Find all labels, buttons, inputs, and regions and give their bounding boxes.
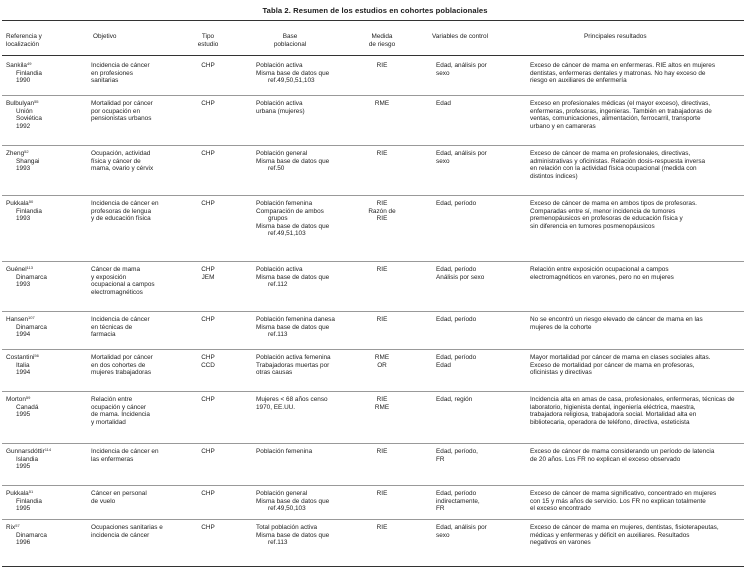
cell-population-base-line: Comparación de ambos [256, 207, 324, 215]
author-name: Hansen$^{107}$ [6, 315, 35, 323]
cell-study-type [190, 100, 226, 108]
location-year: Shangai [16, 157, 40, 165]
cell-control-variables-line: Edad, período [436, 266, 477, 273]
cell-main-results-line: distintos índices) [530, 172, 578, 180]
cell-population-base-line: Población activa [256, 266, 303, 273]
cell-population-base-line: Misma base de datos que [256, 69, 330, 77]
cell-objective-line: ocupación y cáncer [91, 403, 147, 411]
cell-control-variables-line: Edad [436, 361, 451, 369]
cell-study-type-line: CCD [201, 361, 215, 369]
author-name: Guénel$^{113}$ [6, 265, 33, 273]
cell-control-variables-line: Edad, análisis por [436, 150, 487, 157]
location-year: 1993 [16, 281, 31, 289]
citation-number: 114 [44, 447, 52, 452]
cell-control-variables-line: sexo [436, 157, 450, 165]
cell-main-results-line: enfermeras, profesoras, ingenieras. También en trabajadoras de [530, 107, 712, 115]
cell-risk-measure [364, 316, 400, 324]
citation-number: 57 [15, 523, 20, 528]
cell-main-results [530, 354, 744, 377]
cell-risk-measure [364, 150, 400, 158]
cell-objective-line: las enfermeras [91, 455, 134, 463]
cell-objective-line: ocupacional a campos [91, 281, 155, 289]
cell-risk-measure-line: RIE [376, 490, 388, 497]
cell-control-variables-line: Edad, análisis por [436, 524, 487, 531]
citation-number: 55 [34, 99, 39, 104]
cell-objective-line: Relación entre [91, 396, 133, 403]
row-divider [2, 195, 744, 196]
cell-control-variables-line: Edad, período, [436, 448, 478, 455]
cell-objective [91, 490, 187, 505]
cell-control-variables-line: sexo [436, 69, 450, 77]
cell-population-base-line: Misma base de datos que [256, 531, 330, 539]
row-divider [2, 261, 744, 262]
cell-main-results [530, 316, 744, 331]
cell-study-type [190, 266, 226, 281]
cell-reference [6, 524, 47, 547]
cell-main-results-line: electromagnéticos en varones, pero no en mujeres [530, 273, 674, 281]
cell-risk-measure-line: RIE [376, 62, 388, 69]
cell-main-results-line: dentistas, enfermeras dentales y matronas. No hay exceso de [530, 69, 706, 77]
location-year: Dinamarca [16, 323, 47, 331]
cell-risk-measure [364, 448, 400, 456]
header-main-results: Principales resultados [584, 33, 647, 40]
cell-main-results-line: el exceso encontrado [530, 505, 591, 513]
citation-number: 113 [26, 265, 33, 270]
cell-main-results [530, 524, 744, 547]
cell-study-type-line: CHP [201, 100, 215, 107]
cell-main-results-line: sin diferencia en tumores posmenopáusicos [530, 222, 655, 230]
cell-population-base-line: urbana (mujeres) [256, 107, 305, 115]
cell-study-type-line: CHP [201, 200, 215, 207]
cell-main-results-line: Relación entre exposición ocupacional a campos [530, 266, 669, 273]
cell-study-type [190, 448, 226, 456]
cell-control-variables-line: Edad [436, 100, 451, 107]
location-year: 1993 [16, 215, 31, 223]
cell-control-variables-line: Edad, región [436, 396, 473, 403]
cell-objective-line: mama, ovario y cérvix [91, 165, 154, 173]
author-name: Gunnarsdóttir$^{114}$ [6, 447, 52, 455]
cell-population-base-line: ref.49,50,103 [268, 505, 306, 513]
cell-main-results-line: con 15 y más años de servicio. Los FR no explican totalmente [530, 497, 706, 505]
cell-study-type-line: CHP [201, 266, 215, 273]
cell-main-results-line: Mayor mortalidad por cáncer de mama en clases sociales altas. [530, 354, 711, 361]
author-name: Bulbulyan$^{55}$ [6, 99, 39, 107]
row-divider [2, 349, 744, 350]
cell-main-results-line: Exceso de cáncer de mama en ambos tipos de profesoras. [530, 200, 697, 207]
cell-main-results [530, 62, 744, 85]
cell-objective-line: de vuelo [91, 497, 116, 505]
location-year: 1992 [16, 122, 31, 130]
cell-risk-measure-line: RIE [376, 200, 388, 207]
cell-objective [91, 150, 187, 173]
cell-reference [6, 448, 51, 471]
cell-risk-measure [364, 396, 400, 411]
cell-study-type-line: CHP [201, 62, 215, 69]
cell-study-type [190, 524, 226, 532]
cell-control-variables [436, 396, 526, 404]
cell-objective [91, 200, 187, 223]
cell-main-results-line: Exceso de cáncer de mama en mujeres, dentistas, fisioterapeutas, [530, 524, 719, 531]
cell-risk-measure [364, 62, 400, 70]
cell-population-base [256, 448, 360, 456]
author-name: Morton$^{59}$ [6, 395, 31, 403]
row-divider [2, 443, 744, 444]
cell-objective [91, 316, 187, 339]
cell-control-variables-line: sexo [436, 531, 450, 539]
cell-control-variables [436, 62, 526, 77]
cell-main-results [530, 266, 744, 281]
author-name: Zheng$^{52}$ [6, 149, 29, 157]
location-year: 1990 [16, 77, 31, 85]
cell-objective-line: mujeres trabajadoras [91, 369, 152, 377]
cell-main-results-line: premenopáusicos en profesoras de educación física y [530, 215, 683, 223]
location-year: 1995 [16, 411, 31, 419]
cell-control-variables-line: indirectamente, [436, 497, 480, 505]
cell-main-results-line: trabajadora religiosa, trabajadora social. Mortalidad alta en [530, 411, 697, 419]
cell-control-variables-line: Edad, período [436, 490, 477, 497]
cell-objective [91, 354, 187, 377]
cell-population-base-line: ref.49,50,51,103 [268, 77, 315, 85]
cell-risk-measure-line: RME [374, 100, 390, 107]
cell-population-base [256, 200, 360, 238]
cell-main-results-line: Exceso de cáncer de mama considerando un período de latencia [530, 448, 715, 455]
cell-risk-measure-line: RME [374, 403, 390, 411]
row-divider [2, 391, 744, 392]
cell-risk-measure [364, 490, 400, 498]
location-year: Dinamarca [16, 273, 47, 281]
row-divider [2, 519, 744, 520]
cell-objective-line: y exposición [91, 273, 127, 281]
cell-main-results-line: Incidencia alta en amas de casa, profesionales, enfermeras, técnicas de [530, 396, 735, 403]
cell-objective-line: Mortalidad por cáncer [91, 354, 153, 361]
row-divider [2, 145, 744, 146]
cell-population-base-line: grupos [268, 215, 288, 223]
header-tipo-line: Tipo [201, 33, 215, 40]
location-year: 1993 [16, 165, 31, 173]
citation-number: 52 [24, 149, 29, 154]
cell-population-base-line: Mujeres < 68 años censo [256, 396, 328, 403]
cell-risk-measure [364, 524, 400, 532]
cell-main-results-line: ventas, comunicaciones, alimentación, ferrocarril, transporte [530, 115, 701, 123]
cell-main-results-line: administrativas y oficinistas. Relación dosis-respuesta inversa [530, 157, 706, 165]
cell-objective [91, 524, 187, 539]
cell-objective-line: y de educación física [91, 215, 151, 223]
cell-population-base-line: Trabajadoras muertas por [256, 361, 330, 369]
cell-control-variables [436, 354, 526, 369]
cell-risk-measure-line: OR [377, 361, 387, 369]
cell-objective-line: Incidencia de cáncer en [91, 448, 159, 455]
cell-control-variables-line: Análisis por sexo [436, 273, 485, 281]
cell-objective [91, 266, 187, 296]
cell-reference [6, 200, 42, 223]
row-divider [2, 485, 744, 486]
citation-number: 56 [34, 353, 39, 358]
cell-study-type-line: CHP [201, 448, 215, 455]
cell-main-results-line: Exceso en profesionales médicas (el mayor exceso), directivas, [530, 100, 711, 107]
location-year: Canadá [16, 403, 39, 411]
cell-main-results [530, 448, 744, 463]
header-med-line: Medida [371, 33, 393, 40]
cell-control-variables [436, 100, 526, 108]
cell-main-results-line: oficinistas y directivas [530, 369, 592, 377]
cell-main-results-line: en relación con la actividad física ocupacional (medida con [530, 165, 697, 173]
cell-population-base-line: Población activa [256, 100, 303, 107]
cell-reference [6, 62, 42, 85]
cell-control-variables [436, 524, 526, 539]
cell-main-results-line: Exceso de cáncer de mama en profesionales, directivas, [530, 150, 691, 157]
cell-control-variables [436, 316, 526, 324]
cell-reference [6, 150, 39, 173]
location-year: Finlandia [16, 207, 42, 215]
header-study-type [190, 33, 226, 49]
cell-objective-line: Ocupaciones sanitarias e [91, 524, 163, 531]
cell-main-results-line: urbano y en camareras [530, 122, 596, 130]
citation-number: 50 [28, 199, 34, 204]
cell-study-type [190, 200, 226, 208]
cell-objective-line: Incidencia de cáncer en [91, 200, 159, 207]
cell-population-base-line: Misma base de datos que [256, 222, 330, 230]
cell-objective [91, 62, 187, 85]
cell-population-base-line: Misma base de datos que [256, 273, 330, 281]
cell-reference [6, 316, 47, 339]
author-name: Rix$^{57}$ [6, 523, 20, 531]
cell-population-base [256, 490, 360, 513]
cell-control-variables [436, 200, 526, 208]
cell-objective-line: Ocupación, actividad [91, 150, 151, 157]
cell-population-base-line: Misma base de datos que [256, 157, 330, 165]
cell-population-base-line: ref.49,51,103 [268, 230, 306, 238]
cell-objective-line: en profesiones [91, 69, 133, 77]
cell-population-base-line: otras causas [256, 369, 293, 377]
cell-risk-measure [364, 354, 400, 369]
cell-main-results-line: bibliotecaria, operadora de teléfono, directiva, esteticista [530, 418, 690, 426]
location-year: Finlandia [16, 497, 42, 505]
cell-control-variables-line: Edad, análisis por [436, 62, 487, 69]
header-ref-line: localización [6, 41, 40, 48]
cell-objective-line: física y cáncer de [91, 157, 141, 165]
cell-risk-measure [364, 266, 400, 274]
cell-control-variables-line: FR [436, 505, 445, 513]
header-base-line: Base [282, 33, 298, 40]
cell-study-type [190, 316, 226, 324]
cell-study-type [190, 354, 226, 369]
author-name: Sankila$^{49}$ [6, 61, 32, 69]
cell-population-base-line: Población general [256, 490, 308, 497]
cell-objective-line: por ocupación en [91, 107, 141, 115]
cell-population-base-line: Población femenina [256, 200, 313, 207]
cell-control-variables [436, 150, 526, 165]
cell-risk-measure-line: RIE [376, 396, 388, 403]
header-control-variables: Variables de control [432, 33, 489, 40]
cell-objective-line: Cáncer en personal [91, 490, 147, 497]
cell-study-type-line: CHP [201, 354, 215, 361]
cell-population-base [256, 354, 360, 377]
cell-population-base-line: ref.50 [268, 165, 285, 173]
cell-objective-line: en dos cohortes de [91, 361, 146, 369]
cell-study-type [190, 490, 226, 498]
cell-objective-line: en técnicas de [91, 323, 133, 331]
citation-number: 59 [25, 395, 31, 400]
location-year: Dinamarca [16, 531, 47, 539]
cell-reference [6, 490, 42, 513]
citation-number: 107 [28, 315, 35, 320]
cell-population-base-line: Población activa [256, 62, 303, 69]
cell-control-variables-line: Edad, período [436, 200, 477, 207]
author-name: Costantini$^{56}$ [6, 353, 39, 361]
cell-main-results-line: Exceso de cáncer de mama significativo, concentrado en mujeres [530, 490, 717, 497]
cell-main-results-line: negativos en varones [530, 539, 591, 547]
cell-population-base-line: ref.113 [268, 539, 288, 547]
cell-study-type-line: CHP [201, 396, 215, 403]
location-year: 1994 [16, 369, 31, 377]
cell-objective-line: profesoras de lengua [91, 207, 152, 215]
cell-main-results-line: de 20 años. Los FR no explican el exceso observado [530, 455, 681, 463]
cell-population-base [256, 150, 360, 173]
cell-main-results-line: médicas y enfermeras y déficit en auxiliares. Resultados [530, 531, 690, 539]
cell-objective-line: farmacia [91, 331, 116, 339]
row-divider [2, 311, 744, 312]
cell-objective [91, 396, 187, 426]
header-population-base [250, 33, 330, 49]
cell-objective-line: electromagnéticos [91, 288, 143, 296]
location-year: Italia [16, 361, 30, 369]
cell-study-type [190, 150, 226, 158]
cell-risk-measure-line: RIE [376, 448, 388, 455]
cell-population-base [256, 316, 360, 339]
cell-main-results [530, 396, 744, 426]
cell-objective-line: pensionistas urbanos [91, 115, 152, 123]
cell-population-base-line: Población femenina [256, 448, 313, 455]
table-title: Tabla 2. Resumen de los estudios en cohortes poblacionales [262, 6, 488, 15]
cell-main-results-line: Exceso de mortalidad por cáncer de mama en profesoras, [530, 361, 695, 369]
header-risk-measure [362, 33, 402, 49]
cell-risk-measure-line: RIE [376, 524, 388, 531]
cell-control-variables [436, 266, 526, 281]
header-ref-line: Referencia y [6, 33, 42, 40]
cell-main-results [530, 150, 744, 180]
bottom-rule [2, 566, 744, 567]
cell-study-type [190, 396, 226, 404]
title-rule [2, 20, 744, 21]
location-year: Soviética [16, 115, 42, 123]
location-year: Unión [16, 107, 33, 115]
cell-population-base [256, 62, 360, 85]
cell-main-results-line: Comparadas entre sí, menor incidencia de tumores [530, 207, 676, 215]
cell-risk-measure-line: RME [374, 354, 390, 361]
citation-number: 51 [28, 489, 34, 494]
cell-reference [6, 266, 47, 289]
cell-population-base [256, 100, 360, 115]
cell-study-type [190, 62, 226, 70]
cell-objective [91, 100, 187, 123]
cell-control-variables-line: FR [436, 455, 445, 463]
cell-main-results-line: laboratorio, higienista dental, ingeniería eléctrica, maestra, [530, 403, 696, 411]
header-tipo-line: estudio [197, 41, 219, 48]
cell-population-base-line: Misma base de datos que [256, 323, 330, 331]
cell-objective-line: y mortalidad [91, 418, 126, 426]
location-year: Finlandia [16, 69, 42, 77]
cell-reference [6, 396, 38, 419]
cell-main-results-line: Exceso de cáncer de mama en enfermeras. RIE altos en mujeres [530, 62, 716, 69]
cell-population-base-line: ref.112 [268, 281, 288, 289]
cell-main-results [530, 490, 744, 513]
cell-population-base [256, 266, 360, 289]
cell-population-base-line: ref.113 [268, 331, 288, 339]
cell-population-base-line: Total población activa [256, 524, 318, 531]
cell-risk-measure-line: RIE [376, 150, 388, 157]
cell-population-base-line: Población femenina danesa [256, 316, 335, 323]
cell-study-type-line: JEM [201, 273, 215, 281]
cell-population-base [256, 396, 360, 411]
cell-population-base-line: 1970, EE.UU. [256, 403, 296, 411]
location-year: 1995 [16, 463, 31, 471]
author-name: Pukkala$^{50}$ [6, 199, 34, 207]
cell-objective-line: sanitarias [91, 77, 119, 85]
author-name: Pukkala$^{51}$ [6, 489, 34, 497]
cell-control-variables-line: Edad, período [436, 354, 477, 361]
cell-main-results [530, 100, 744, 130]
cell-control-variables [436, 490, 526, 513]
cell-risk-measure [364, 100, 400, 108]
cell-reference [6, 354, 39, 377]
cell-objective-line: Mortalidad por cáncer [91, 100, 153, 107]
cell-main-results-line: riesgo en auxiliares de enfermería [530, 77, 627, 85]
cell-objective-line: incidencia de cáncer [91, 531, 150, 539]
row-divider [2, 95, 744, 96]
cell-main-results [530, 200, 744, 230]
cell-objective-line: Incidencia de cáncer [91, 62, 150, 69]
cell-population-base-line: Población activa femenina [256, 354, 331, 361]
cell-risk-measure [364, 200, 400, 223]
cell-population-base [256, 524, 360, 547]
location-year: 1995 [16, 505, 31, 513]
citation-number: 49 [26, 61, 32, 66]
header-objective: Objetivo [93, 33, 117, 40]
cell-risk-measure-line: RIE [376, 316, 388, 323]
cell-objective-line: de mama. Incidencia [91, 411, 150, 419]
cell-risk-measure-line: RIE [376, 215, 388, 223]
cell-study-type-line: CHP [201, 150, 215, 157]
cell-risk-measure-line: RIE [376, 266, 388, 273]
cell-study-type-line: CHP [201, 316, 215, 323]
header-ref [6, 33, 42, 49]
header-med-line: de riesgo [368, 41, 396, 48]
cell-study-type-line: CHP [201, 524, 215, 531]
cell-control-variables [436, 448, 526, 463]
location-year: 1996 [16, 539, 31, 547]
cell-control-variables-line: Edad, período [436, 316, 477, 323]
location-year: Islandia [16, 455, 39, 463]
location-year: 1994 [16, 331, 31, 339]
header-base-line: poblacional [273, 41, 307, 48]
cell-study-type-line: CHP [201, 490, 215, 497]
cell-population-base-line: Población general [256, 150, 308, 157]
cell-population-base-line: Misma base de datos que [256, 497, 330, 505]
cell-reference [6, 100, 42, 130]
cell-main-results-line: mujeres de la cohorte [530, 323, 592, 331]
cell-objective-line: Incidencia de cáncer [91, 316, 150, 323]
cell-objective-line: Cáncer de mama [91, 266, 141, 273]
cell-risk-measure-line: Razón de [368, 207, 396, 215]
cell-main-results-line: No se encontró un riesgo elevado de cáncer de mama en las [530, 316, 703, 323]
cell-objective [91, 448, 187, 463]
header-rule [2, 55, 744, 56]
